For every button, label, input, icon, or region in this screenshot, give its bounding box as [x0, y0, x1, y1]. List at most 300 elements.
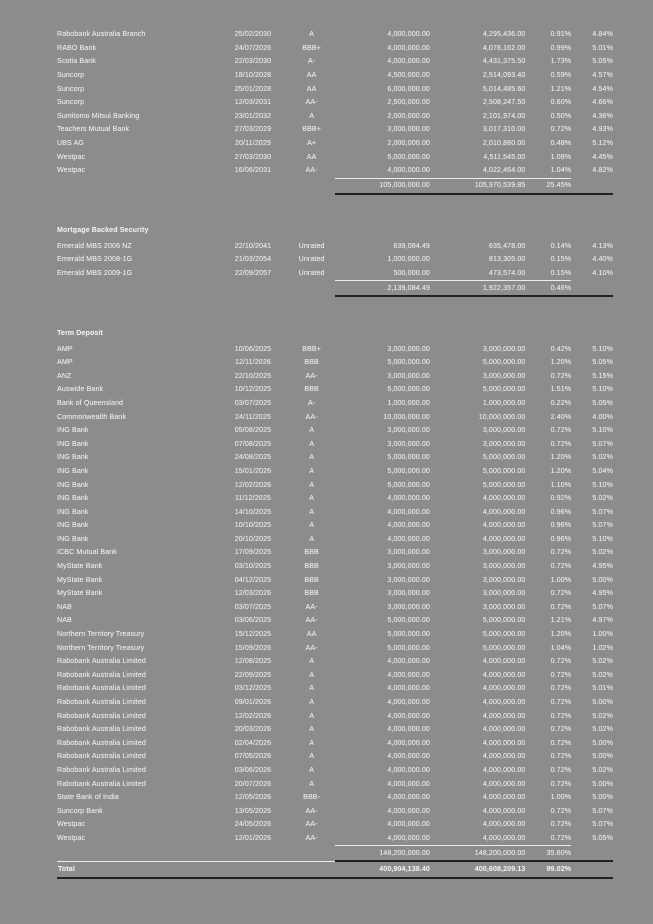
cell-rating: A: [309, 765, 315, 774]
cell-yield: 5.05%: [592, 358, 613, 367]
cell-market-value: 4,511,545.00: [483, 152, 526, 161]
cell-institution: Sumitomo Mitsui Banking: [57, 111, 140, 120]
cell-maturity: 23/01/2032: [234, 111, 272, 120]
cell-rating: BBB-: [303, 793, 321, 802]
table-row: [57, 492, 613, 506]
cell-institution: Rabobank Australia Limited: [57, 725, 146, 734]
cell-yield: 5.10%: [592, 426, 613, 435]
cell-rating: A-: [307, 398, 316, 407]
cell-rating: AA: [306, 152, 317, 161]
subtotal-label: [57, 178, 217, 194]
cell-pct: 0.72%: [550, 602, 572, 611]
cell-maturity: 15/09/2026: [234, 643, 272, 652]
cell-institution: Westpac: [57, 166, 86, 175]
cell-face-value: 3,000,000.00: [387, 589, 430, 598]
cell-maturity: 12/02/2026: [234, 711, 272, 720]
table-row: [57, 832, 613, 846]
cell-market-value: 4,000,000.00: [482, 779, 526, 788]
grand-total-label: Total: [57, 861, 217, 878]
cell-market-value: 3,017,310.00: [482, 125, 526, 134]
table-row: [57, 55, 613, 69]
cell-pct: 0.72%: [550, 589, 572, 598]
subtotal-spacer-rate: [289, 178, 335, 194]
cell-face-value: 2,000,000.00: [387, 111, 430, 120]
cell-yield: 4.93%: [592, 125, 613, 134]
table-row: [57, 42, 613, 56]
cell-market-value: 4,000,000.00: [482, 765, 526, 774]
table-row: [57, 451, 613, 465]
cell-yield: 5.00%: [592, 793, 613, 802]
cell-yield: 5.12%: [592, 139, 613, 147]
cell-institution: ICBC Mutual Bank: [57, 548, 117, 557]
cell-institution: ING Bank: [57, 507, 89, 516]
cell-maturity: 20/10/2025: [234, 534, 272, 543]
grand-total-market-value: 400,608,209.13: [430, 861, 525, 878]
cell-maturity: 20/07/2026: [234, 779, 272, 788]
cell-rating: A: [309, 657, 315, 666]
table-row: [57, 777, 613, 791]
cell-yield: 5.05%: [592, 57, 613, 66]
grand-total-spacer-rate: [289, 861, 335, 878]
table-row: [57, 737, 613, 751]
cell-institution: Rabobank Australia Limited: [57, 779, 146, 788]
cell-yield: 4.97%: [592, 616, 613, 625]
cell-institution: NAB: [57, 602, 72, 611]
cell-yield: 5.00%: [592, 779, 613, 788]
cell-maturity: 03/07/2025: [234, 398, 272, 407]
cell-rating: Unrated: [298, 241, 325, 250]
cell-pct: 0.42%: [550, 344, 572, 353]
cell-yield: 5.02%: [592, 670, 613, 679]
cell-yield: 5.02%: [592, 725, 613, 734]
subtotal-pct: 0.46%: [525, 281, 571, 297]
cell-maturity: 22/10/2025: [234, 371, 272, 380]
cell-rating: A: [309, 439, 315, 448]
cell-institution: MyState Bank: [57, 575, 103, 584]
cell-rating: A: [309, 494, 315, 503]
cell-institution: Rabobank Australia Limited: [57, 752, 146, 761]
cell-face-value: 10,000,000.00: [383, 412, 430, 421]
cell-yield: 5.02%: [592, 494, 613, 503]
cell-institution: Commonwealth Bank: [57, 412, 127, 421]
cell-maturity: 18/10/2028: [234, 71, 272, 80]
cell-maturity: 24/08/2025: [234, 453, 272, 462]
cell-pct: 0.72%: [550, 738, 572, 747]
cell-pct: 1.04%: [550, 166, 572, 175]
cell-maturity: 07/05/2026: [234, 752, 272, 761]
cell-yield: 4.66%: [592, 98, 613, 107]
cell-rating: AA-: [305, 806, 318, 815]
cell-institution: Suncorp: [57, 84, 85, 93]
cell-pct: 0.72%: [550, 833, 572, 842]
cell-yield: 5.07%: [592, 806, 613, 815]
table-row: [57, 342, 613, 356]
cell-maturity: 10/12/2025: [234, 385, 272, 394]
cell-maturity: 20/03/2026: [234, 725, 272, 734]
cell-yield: 5.07%: [592, 820, 613, 829]
cell-yield: 5.10%: [592, 480, 613, 489]
cell-face-value: 3,000,000.00: [387, 426, 430, 435]
table-row: [57, 478, 613, 492]
table-row: [57, 614, 613, 628]
cell-rating: A: [309, 480, 315, 489]
cell-pct: 0.50%: [550, 111, 572, 120]
cell-institution: Rabobank Australia Limited: [57, 670, 146, 679]
cell-institution: Rabobank Australia Limited: [57, 698, 146, 706]
cell-face-value: 6,000,000.00: [387, 84, 430, 93]
cell-pct: 0.14%: [550, 241, 572, 250]
cell-face-value: 4,000,000.00: [387, 521, 430, 530]
cell-maturity: 04/12/2025: [234, 575, 272, 584]
cell-market-value: 3,000,000.00: [482, 589, 526, 598]
cell-yield: 5.10%: [592, 534, 613, 543]
cell-face-value: 5,000,000.00: [387, 453, 430, 462]
cell-rating: A: [309, 738, 315, 747]
table-row: [57, 533, 613, 547]
cell-rating: A: [309, 698, 315, 706]
cell-institution: RABO Bank: [57, 43, 97, 52]
subtotal-spacer-rate: [289, 281, 335, 297]
cell-maturity: 12/08/2025: [234, 657, 272, 666]
cell-market-value: 4,000,000.00: [482, 534, 526, 543]
grand-total-spacer-date: [217, 861, 289, 878]
grand-total-row: [57, 861, 613, 878]
cell-rating: BBB: [304, 548, 319, 557]
cell-yield: 5.05%: [592, 834, 613, 843]
cell-pct: 0.72%: [550, 562, 572, 571]
cell-market-value: 5,000,000.00: [482, 630, 526, 639]
subtotal-yield: [571, 178, 613, 194]
cell-market-value: 4,000,000.00: [482, 793, 526, 802]
cell-maturity: 12/05/2026: [234, 793, 272, 802]
cell-pct: 1.00%: [550, 793, 572, 802]
cell-pct: 0.48%: [550, 139, 572, 147]
cell-institution: Emerald MBS 2006 NZ: [57, 241, 132, 250]
cell-market-value: 4,000,000.00: [482, 670, 526, 679]
cell-institution: ING Bank: [57, 534, 89, 543]
cell-market-value: 5,000,000.00: [482, 466, 526, 475]
cell-rating: A: [309, 30, 315, 39]
table-row: [57, 253, 613, 267]
cell-market-value: 4,000,000.00: [482, 507, 526, 516]
cell-pct: 0.72%: [550, 711, 572, 720]
table-row: [57, 601, 613, 615]
cell-pct: 2.40%: [550, 412, 572, 421]
cell-pct: 0.15%: [550, 268, 572, 277]
table-row: [57, 628, 613, 642]
subtotal-spacer-rate: [289, 846, 335, 862]
cell-yield: 1.00%: [592, 630, 613, 639]
cell-pct: 1.20%: [550, 358, 572, 367]
cell-pct: 1.20%: [550, 453, 572, 462]
cell-face-value: 4,000,000.00: [387, 752, 430, 761]
cell-rating: BBB+: [302, 125, 321, 134]
cell-maturity: 24/07/2026: [234, 43, 272, 52]
cell-maturity: 12/01/2026: [234, 834, 272, 843]
subtotal-spacer-date: [217, 281, 289, 297]
cell-rating: BBB: [304, 589, 319, 598]
cell-rating: AA-: [305, 834, 318, 843]
cell-yield: 5.05%: [592, 398, 613, 407]
cell-institution: Westpac: [57, 834, 86, 843]
cell-maturity: 17/09/2025: [234, 548, 272, 557]
table-row: [57, 397, 613, 411]
cell-yield: 5.10%: [592, 344, 613, 353]
cell-institution: Westpac: [57, 820, 86, 829]
cell-pct: 1.20%: [550, 466, 572, 475]
cell-face-value: 4,000,000.00: [387, 43, 430, 52]
table-row: [57, 28, 613, 42]
section-spacer: [57, 296, 613, 321]
cell-rating: BBB: [304, 575, 319, 584]
table-row: [57, 818, 613, 832]
section-heading: Mortgage Backed Security: [57, 226, 149, 235]
subtotal-face-value: 2,139,084.49: [335, 281, 430, 297]
cell-face-value: 5,000,000.00: [387, 152, 430, 161]
table-row: [57, 410, 613, 424]
cell-rating: BBB+: [302, 344, 321, 353]
table-row: [57, 560, 613, 574]
cell-market-value: 10,000,000.00: [478, 412, 526, 421]
cell-institution: Rabobank Australia Limited: [57, 684, 146, 693]
table-row: [57, 641, 613, 655]
cell-maturity: 03/10/2025: [234, 562, 272, 571]
cell-face-value: 4,000,000.00: [387, 806, 430, 815]
cell-institution: ING Bank: [57, 426, 89, 435]
cell-face-value: 4,000,000.00: [387, 738, 430, 747]
cell-institution: Northern Territory Treasury: [57, 630, 145, 639]
cell-yield: 4.10%: [592, 269, 613, 278]
cell-market-value: 473,574.00: [488, 268, 526, 277]
cell-market-value: 4,000,000.00: [482, 806, 526, 815]
table-row: [57, 764, 613, 778]
cell-face-value: 4,000,000.00: [387, 725, 430, 734]
cell-pct: 0.96%: [550, 507, 572, 516]
section-subtotal-row: [57, 281, 613, 297]
cell-pct: 0.72%: [550, 765, 572, 774]
cell-market-value: 5,000,000.00: [482, 453, 526, 462]
cell-yield: 4.95%: [592, 562, 613, 571]
cell-pct: 0.91%: [550, 30, 572, 39]
cell-face-value: 4,000,000.00: [387, 779, 430, 788]
cell-maturity: 22/09/2057: [234, 269, 272, 278]
cell-institution: Suncorp: [57, 71, 85, 80]
cell-face-value: 4,000,000.00: [387, 507, 430, 516]
cell-maturity: 13/05/2026: [234, 806, 272, 815]
cell-yield: 5.01%: [592, 684, 613, 693]
cell-institution: Emerald MBS 2009-1G: [57, 269, 133, 278]
cell-rating: BBB: [304, 385, 319, 394]
cell-maturity: 25/02/2030: [234, 30, 272, 39]
cell-pct: 0.72%: [550, 426, 572, 435]
section-subtotal-row: [57, 846, 613, 862]
cell-market-value: 3,000,000.00: [482, 562, 526, 571]
cell-face-value: 3,000,000.00: [387, 371, 430, 380]
cell-institution: NAB: [57, 616, 72, 625]
cell-yield: 5.07%: [592, 521, 613, 530]
table-row: [57, 150, 613, 164]
cell-rating: A: [309, 111, 315, 120]
cell-face-value: 4,500,000.00: [387, 71, 430, 80]
cell-institution: ING Bank: [57, 466, 89, 475]
cell-rating: BBB: [304, 358, 319, 367]
cell-institution: ING Bank: [57, 521, 89, 530]
grand-total-face-value: 400,904,138.40: [335, 861, 430, 878]
cell-institution: Rabobank Australia Limited: [57, 738, 146, 747]
cell-rating: A: [309, 752, 315, 761]
subtotal-face-value: 105,000,000.00: [335, 178, 430, 194]
cell-institution: Rabobank Australia Limited: [57, 765, 146, 774]
cell-rating: A: [309, 725, 315, 734]
cell-rating: AA-: [305, 371, 318, 380]
cell-face-value: 639,084.49: [393, 241, 430, 250]
section-heading-row: [57, 321, 613, 342]
cell-maturity: 03/06/2026: [234, 765, 272, 774]
subtotal-yield: [571, 846, 613, 862]
cell-market-value: 5,000,000.00: [482, 616, 526, 625]
table-row: [57, 696, 613, 710]
cell-face-value: 4,000,000.00: [387, 711, 430, 720]
cell-pct: 0.72%: [550, 806, 572, 815]
cell-market-value: 4,295,436.00: [482, 30, 526, 39]
table-row: [57, 370, 613, 384]
cell-face-value: 5,000,000.00: [387, 385, 430, 394]
cell-maturity: 14/10/2025: [234, 507, 272, 516]
subtotal-pct: 25.45%: [525, 178, 571, 194]
cell-maturity: 22/09/2025: [234, 670, 272, 679]
cell-pct: 0.72%: [550, 670, 572, 679]
cell-rating: AA-: [305, 98, 318, 107]
cell-market-value: 2,514,093.40: [482, 71, 526, 80]
cell-maturity: 10/06/2025: [234, 344, 272, 353]
cell-maturity: 12/02/2026: [234, 480, 272, 489]
table-row: [57, 682, 613, 696]
cell-face-value: 3,000,000.00: [387, 562, 430, 571]
cell-pct: 1.10%: [550, 480, 572, 489]
cell-yield: 5.00%: [592, 752, 613, 761]
cell-pct: 0.72%: [550, 657, 572, 666]
cell-market-value: 3,000,000.00: [482, 344, 526, 353]
cell-face-value: 3,000,000.00: [387, 575, 430, 584]
cell-institution: AMP: [57, 358, 73, 367]
table-row: [57, 164, 613, 178]
subtotal-pct: 35.60%: [525, 846, 571, 862]
cell-yield: 4.00%: [592, 412, 613, 421]
cell-pct: 0.72%: [550, 752, 572, 761]
cell-yield: 1.02%: [592, 643, 613, 652]
cell-rating: AA: [306, 630, 317, 639]
table-row: [57, 805, 613, 819]
cell-face-value: 4,000,000.00: [387, 534, 430, 543]
cell-yield: 5.02%: [592, 711, 613, 720]
cell-maturity: 20/11/2029: [234, 139, 271, 147]
cell-face-value: 5,000,000.00: [387, 630, 430, 639]
cell-rating: A: [309, 426, 315, 435]
cell-market-value: 5,014,485.60: [482, 84, 526, 93]
section-spacer: [57, 194, 613, 219]
table-row: [57, 505, 613, 519]
cell-market-value: 4,000,000.00: [482, 725, 526, 734]
cell-maturity: 22/10/2041: [234, 241, 272, 250]
cell-face-value: 500,000.00: [393, 268, 430, 277]
cell-face-value: 4,000,000.00: [387, 684, 430, 693]
cell-institution: ING Bank: [57, 453, 89, 462]
cell-pct: 1.04%: [550, 643, 572, 652]
cell-market-value: 4,000,000.00: [482, 657, 526, 666]
cell-market-value: 813,305.00: [488, 255, 526, 264]
cell-institution: ING Bank: [57, 480, 89, 489]
subtotal-market-value: 1,922,357.00: [430, 281, 525, 297]
table-row: [57, 137, 613, 151]
cell-yield: 5.00%: [592, 738, 613, 747]
cell-market-value: 3,000,000.00: [482, 426, 526, 435]
table-row: [57, 123, 613, 137]
cell-yield: 4.45%: [592, 152, 613, 161]
cell-market-value: 2,010,880.00: [482, 139, 526, 147]
cell-yield: 5.02%: [592, 548, 613, 557]
cell-rating: A: [309, 534, 315, 543]
cell-maturity: 03/06/2025: [234, 616, 272, 625]
cell-market-value: 3,000,000.00: [482, 548, 526, 557]
table-row: [57, 723, 613, 737]
cell-rating: AA: [306, 71, 317, 80]
table-row: [57, 69, 613, 83]
cell-yield: 4.54%: [592, 84, 613, 93]
spacer-cell: [57, 194, 613, 219]
subtotal-spacer-date: [217, 846, 289, 862]
table-row: [57, 791, 613, 805]
cell-rating: A-: [307, 57, 316, 66]
cell-face-value: 4,000,000.00: [387, 57, 430, 66]
cell-institution: Bank of Queensland: [57, 398, 124, 407]
cell-face-value: 5,000,000.00: [387, 643, 430, 652]
cell-pct: 0.72%: [550, 125, 572, 134]
table-row: [57, 750, 613, 764]
table-row: [57, 573, 613, 587]
cell-pct: 0.60%: [550, 98, 572, 107]
cell-pct: 0.72%: [550, 439, 572, 448]
cell-market-value: 4,000,000.00: [482, 833, 526, 842]
cell-yield: 4.40%: [592, 255, 613, 264]
cell-yield: 4.82%: [592, 166, 613, 175]
cell-pct: 0.72%: [550, 820, 572, 829]
cell-rating: AA-: [305, 643, 318, 652]
cell-pct: 1.51%: [550, 385, 572, 394]
table-row: [57, 437, 613, 451]
cell-maturity: 05/08/2025: [234, 426, 272, 435]
cell-pct: 0.15%: [550, 255, 572, 264]
cell-face-value: 2,500,000.00: [387, 98, 430, 107]
cell-yield: 5.01%: [592, 43, 613, 52]
subtotal-label: [57, 846, 217, 862]
cell-maturity: 12/11/2026: [234, 358, 271, 367]
table-row: [57, 655, 613, 669]
cell-maturity: 11/12/2025: [234, 494, 271, 503]
cell-market-value: 2,101,974.00: [482, 111, 526, 120]
cell-maturity: 12/03/2031: [234, 98, 272, 107]
cell-institution: Rabobank Australia Limited: [57, 657, 146, 666]
cell-institution: AMP: [57, 344, 73, 353]
cell-institution: Suncorp: [57, 98, 85, 107]
cell-face-value: 3,000,000.00: [387, 344, 430, 353]
cell-maturity: 27/03/2030: [234, 152, 272, 161]
table-row: [57, 82, 613, 96]
cell-rating: AA-: [305, 166, 318, 175]
cell-maturity: 03/12/2025: [234, 684, 272, 693]
cell-yield: 5.15%: [592, 371, 613, 380]
cell-face-value: 4,000,000.00: [387, 833, 430, 842]
cell-maturity: 15/12/2025: [234, 630, 272, 639]
